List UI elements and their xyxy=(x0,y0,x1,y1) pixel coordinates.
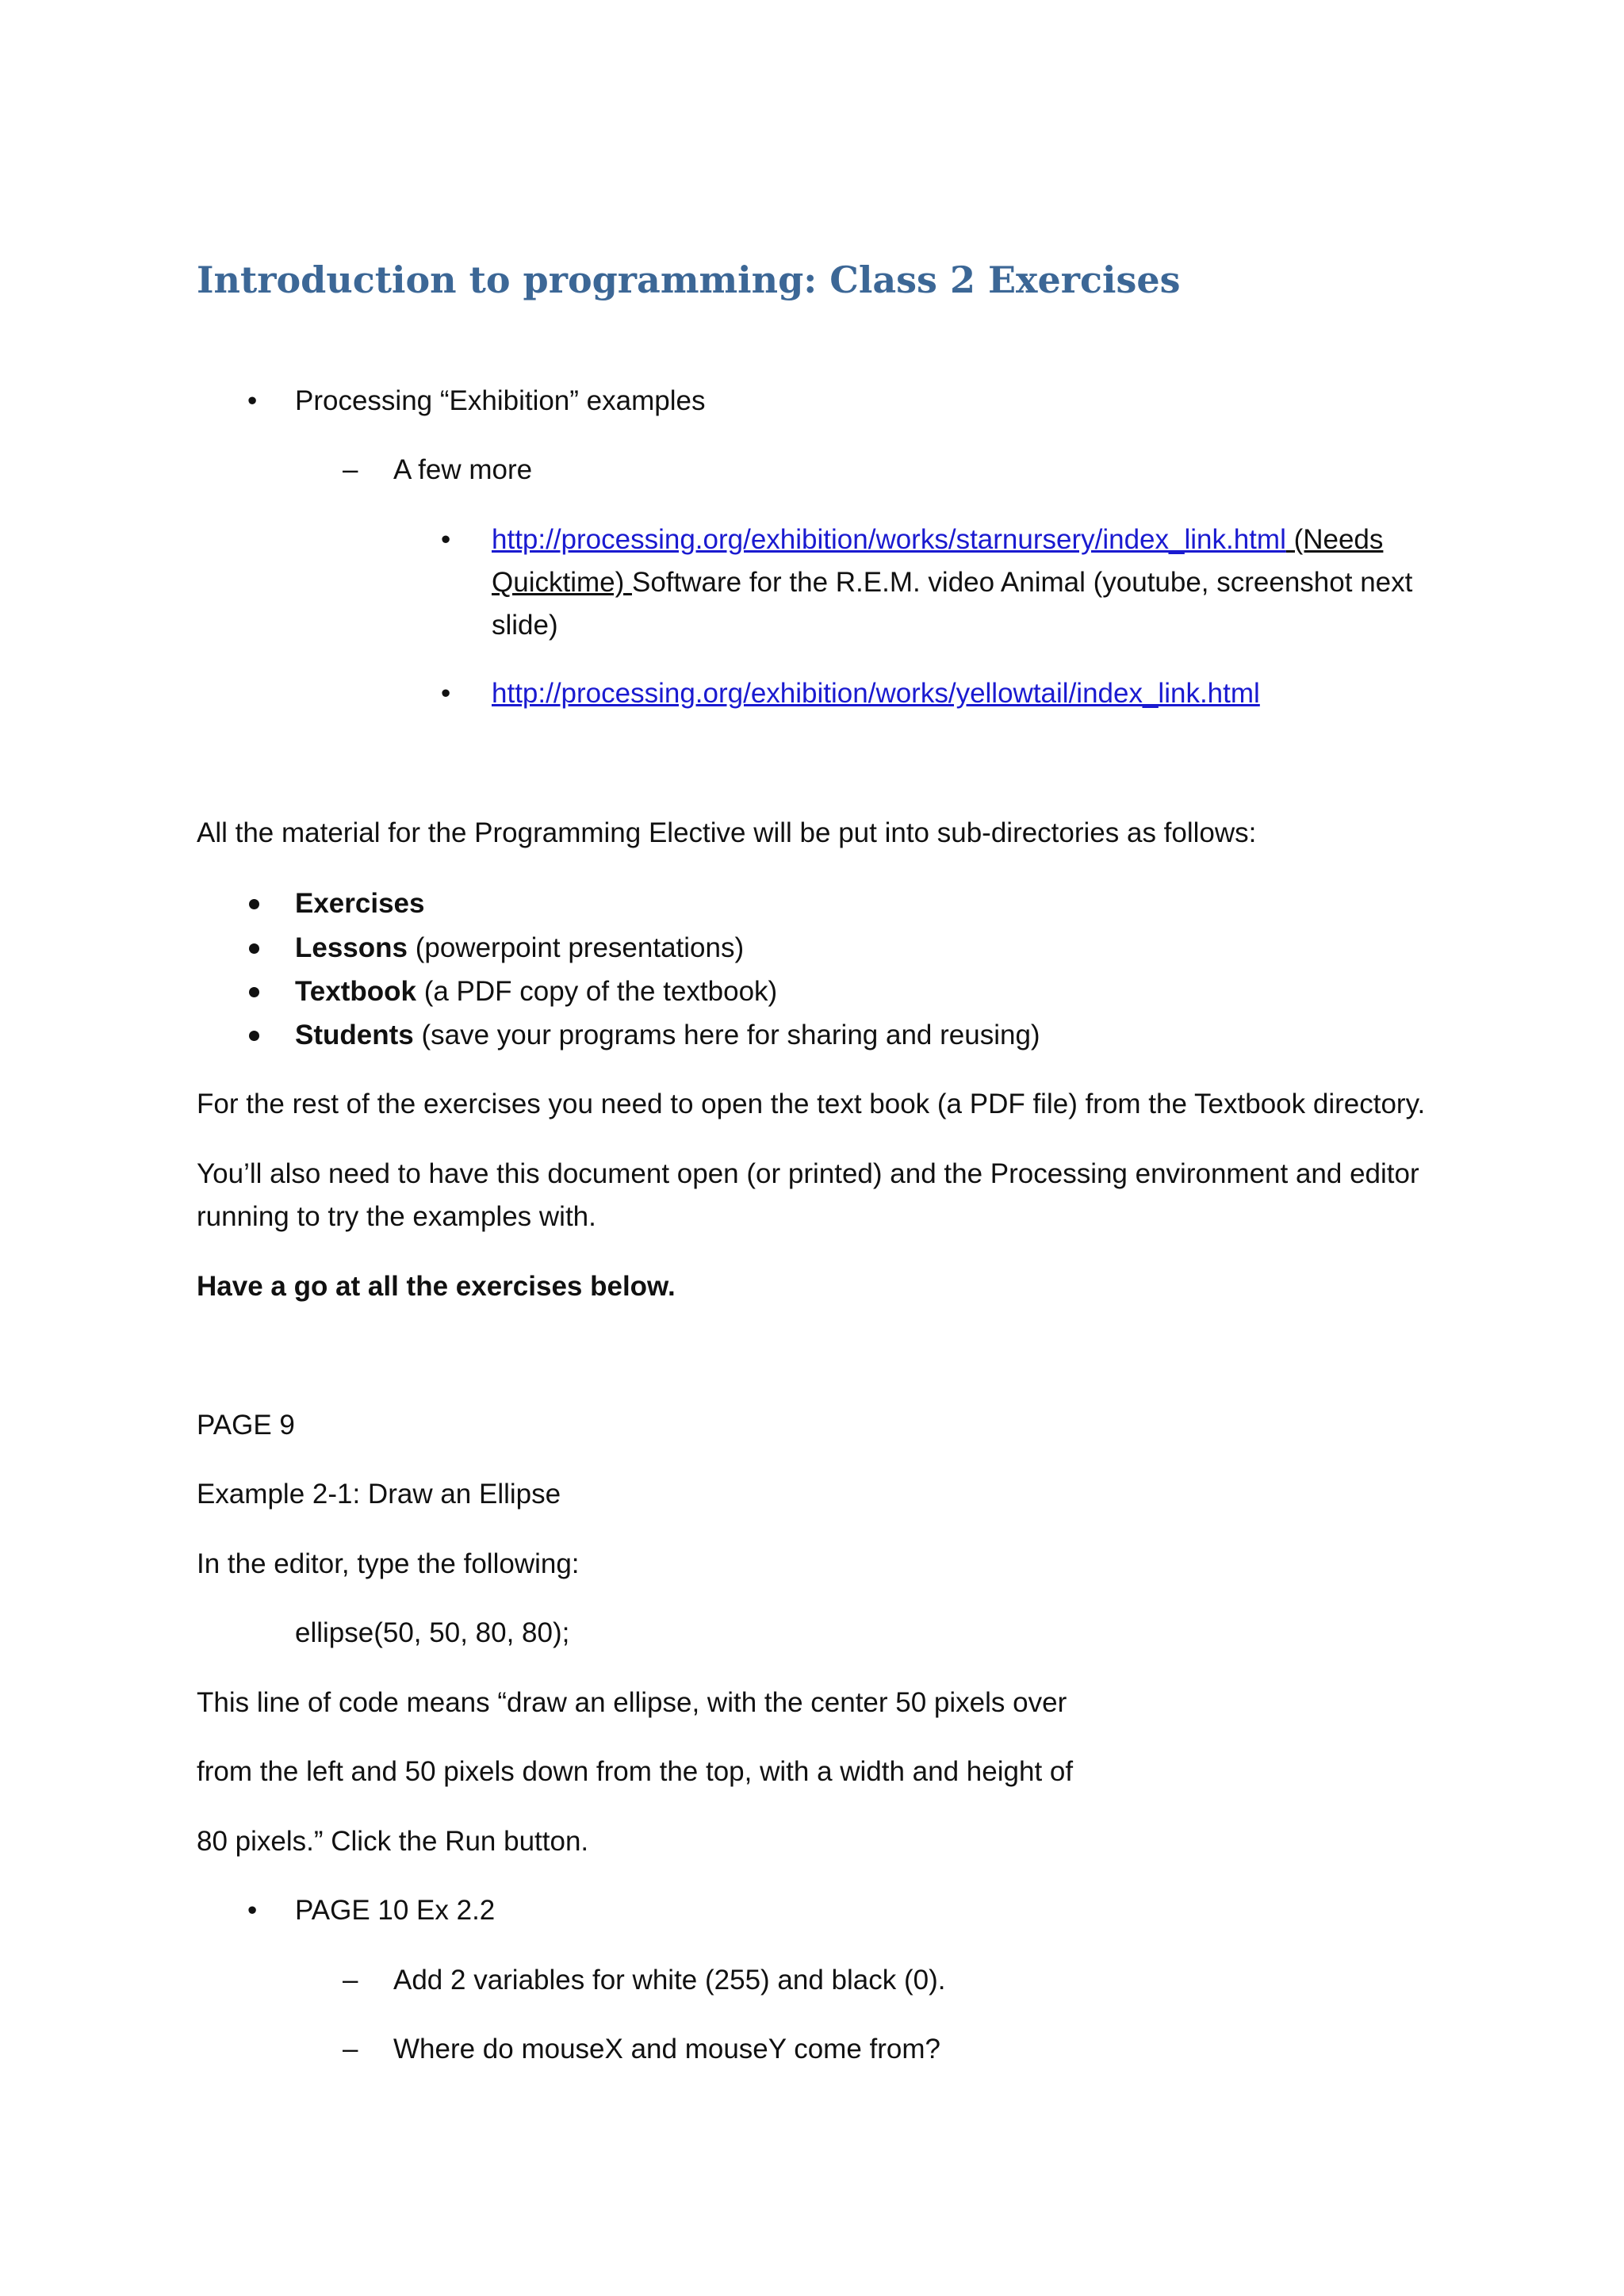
starnursery-description: Software for the R.E.M. video Animal (youtube, screenshot next xyxy=(631,567,1413,598)
needs-quicktime-note-a: (Needs xyxy=(1285,524,1384,555)
bullet-marker: • xyxy=(247,1895,258,1926)
bullet-dot xyxy=(249,987,259,997)
page-title: Introduction to programming: Class 2 Exercises xyxy=(197,258,1181,301)
environment-paragraph-line1: You’ll also need to have this document open (or printed) and the Processing environment and editor xyxy=(197,1158,1419,1189)
bullet-marker: • xyxy=(441,678,451,709)
dir-desc: (save your programs here for sharing and reusing) xyxy=(413,1020,1040,1050)
dir-item-textbook xyxy=(295,970,777,1013)
dir-desc: (powerpoint presentations) xyxy=(408,932,745,963)
explain-line-2: from the left and 50 pixels down from the top, with a width and height of xyxy=(197,1756,1074,1787)
bullet-dot xyxy=(249,943,259,954)
exhibition-bullet: Processing “Exhibition” examples xyxy=(295,385,706,416)
dash-marker: – xyxy=(343,454,358,485)
environment-paragraph-line2: running to try the examples with. xyxy=(197,1201,596,1232)
dir-name: Students xyxy=(295,1020,414,1050)
intro-paragraph: All the material for the Programming Elective will be put into sub-directories as follows: xyxy=(197,817,1257,848)
instruction-text: In the editor, type the following: xyxy=(197,1548,580,1579)
dir-item-lessons xyxy=(295,927,744,970)
dir-item-students xyxy=(295,1014,1040,1057)
starnursery-description-end: slide) xyxy=(492,610,558,641)
dir-name: Lessons xyxy=(295,932,408,963)
page-10-item-2: Where do mouseX and mouseY come from? xyxy=(393,2034,940,2064)
explain-line-3: 80 pixels.” Click the Run button. xyxy=(197,1826,589,1857)
callout-text: Have a go at all the exercises below. xyxy=(197,1271,676,1302)
dir-name: Exercises xyxy=(295,888,425,919)
bullet-dot xyxy=(249,1031,259,1041)
page-9-heading: PAGE 9 xyxy=(197,1410,295,1441)
starnursery-item-line2 xyxy=(492,561,1412,604)
bullet-marker: • xyxy=(441,524,451,555)
dir-item-exercises xyxy=(295,882,424,925)
dash-marker: – xyxy=(343,2034,358,2064)
yellowtail-link[interactable]: http://processing.org/exhibition/works/yellowtail/index_link.html xyxy=(492,678,1260,709)
few-more-item: A few more xyxy=(393,454,533,485)
starnursery-item xyxy=(492,519,1383,561)
bullet-marker: • xyxy=(247,385,258,416)
code-sample: ellipse(50, 50, 80, 80); xyxy=(295,1617,570,1648)
textbook-paragraph: For the rest of the exercises you need to open the text book (a PDF file) from the Textbook directory. xyxy=(197,1089,1426,1119)
example-title: Example 2-1: Draw an Ellipse xyxy=(197,1479,561,1510)
page-10-item-1: Add 2 variables for white (255) and black (0). xyxy=(393,1965,946,1996)
dir-desc: (a PDF copy of the textbook) xyxy=(416,976,778,1007)
needs-quicktime-note-b: Quicktime) xyxy=(492,567,632,598)
explain-line-1: This line of code means “draw an ellipse, with the center 50 pixels over xyxy=(197,1687,1067,1718)
page-10-bullet: PAGE 10 Ex 2.2 xyxy=(295,1895,496,1926)
starnursery-link[interactable]: http://processing.org/exhibition/works/starnursery/index_link.html xyxy=(492,524,1286,555)
dash-marker: – xyxy=(343,1965,358,1996)
dir-name: Textbook xyxy=(295,976,416,1007)
bullet-dot xyxy=(249,899,259,909)
